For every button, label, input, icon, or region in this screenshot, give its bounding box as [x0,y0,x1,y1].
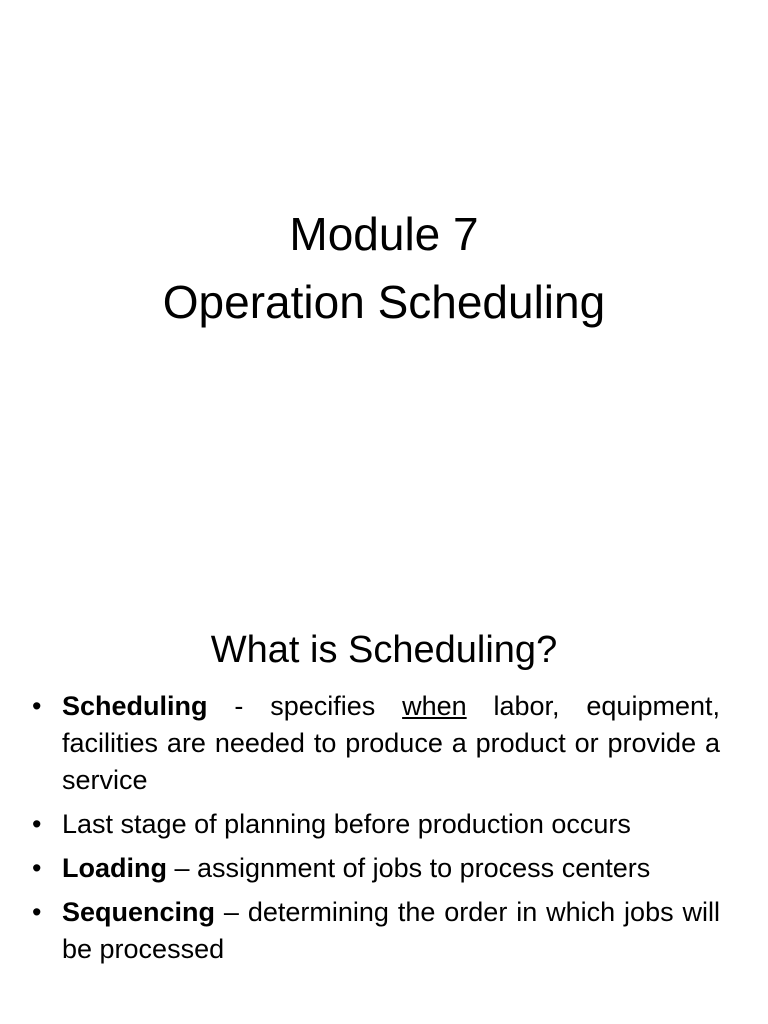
bullet-dot-icon: • [32,897,42,927]
title-line-module: Module 7 [289,208,479,260]
bullet-dot-icon: • [32,691,42,721]
bullet-term: Sequencing [62,897,216,927]
title-line-topic: Operation Scheduling [162,276,606,328]
bullet-text: Last stage of planning before production occurs [62,809,631,839]
bullet-text: – assignment of jobs to process centers [166,853,651,883]
bullet-item-sequencing [32,894,720,968]
bullet-term: Scheduling [62,691,208,721]
bullet-dot-icon: • [32,853,42,883]
content-slide [0,576,768,1024]
bullet-text: labor, equipment, facilities are needed to produce a product or provide a service [62,691,720,795]
bullet-dot-icon: • [32,809,42,839]
bullet-item-scheduling [32,688,720,799]
bullet-item-last-stage [32,806,720,843]
bullet-text: - specifies [207,691,403,721]
bullet-term: Loading [62,853,167,883]
bullet-item-loading [32,850,720,887]
slide-heading: What is Scheduling? [210,629,558,671]
slide-title [0,200,768,336]
bullet-underlined-word: when [402,691,467,721]
bullet-list [32,688,720,975]
bullet-text: – determining the order in which jobs will be processed [62,897,720,964]
